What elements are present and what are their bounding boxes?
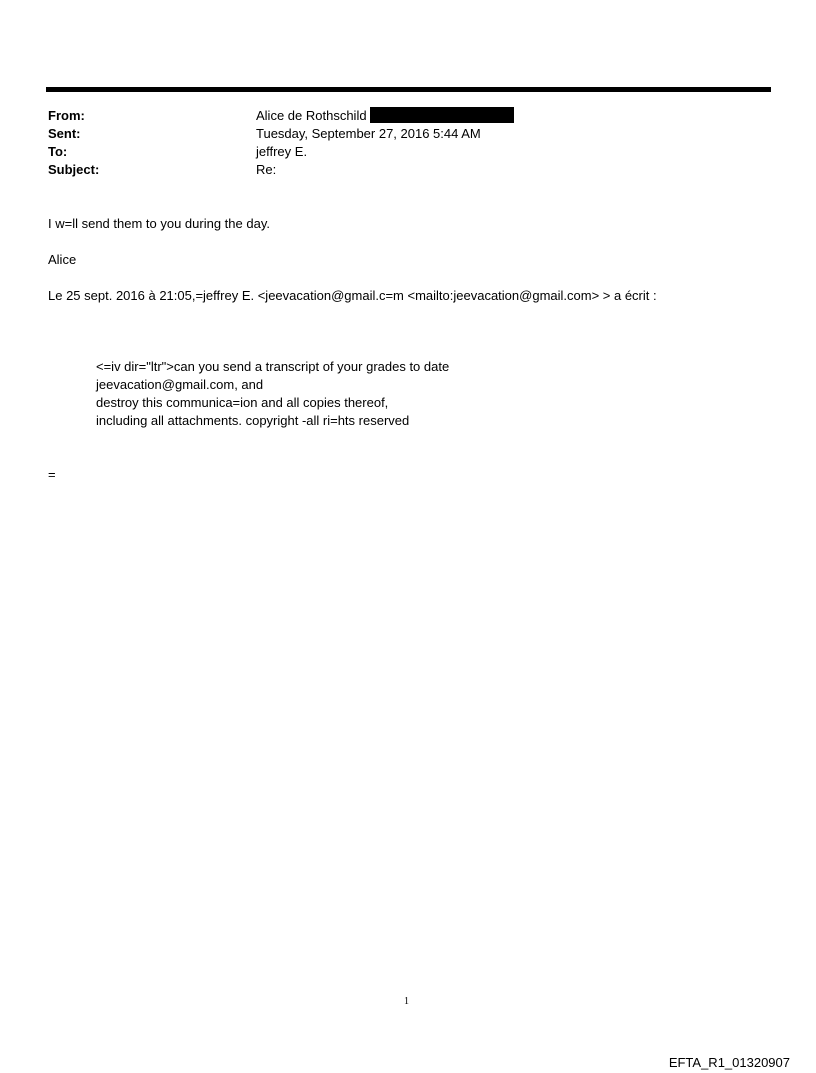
subject-value: Re: xyxy=(256,162,277,177)
from-value xyxy=(256,107,514,125)
sent-value: Tuesday, September 27, 2016 5:44 AM xyxy=(256,126,481,141)
email-header-to-row xyxy=(48,143,568,161)
sender-name: Alice de Rothschild xyxy=(256,108,367,123)
trailing-encoding-char: = xyxy=(48,467,56,482)
sent-label: Sent: xyxy=(48,126,81,141)
reply-attribution-line: Le 25 sept. 2016 à 21:05,=jeffrey E. <jeevacation@gmail.c=m <mailto:jeevacation@gmail.com> > a écrit : xyxy=(48,288,657,303)
email-header-subject-row xyxy=(48,161,568,179)
quoted-text-line: including all attachments. copyright -all ri=hts reserved xyxy=(96,413,410,428)
bates-number: EFTA_R1_01320907 xyxy=(668,1055,790,1070)
email-header-sent-row xyxy=(48,125,568,143)
page-number: 1 xyxy=(404,996,409,1007)
email-header-from-row xyxy=(48,107,568,125)
subject-label: Subject: xyxy=(48,162,100,177)
from-label: From: xyxy=(48,108,85,123)
to-label: To: xyxy=(48,144,68,159)
quoted-text-line: jeevacation@gmail.com, and xyxy=(96,377,264,392)
redaction-bar xyxy=(370,107,514,123)
quoted-text-line: destroy this communica=ion and all copies thereof, xyxy=(96,395,389,410)
message-body-line: I w=ll send them to you during the day. xyxy=(48,216,270,231)
quoted-text-line: <=iv dir="ltr">can you send a transcript of your grades to date xyxy=(96,359,450,374)
message-signature: Alice xyxy=(48,252,77,267)
header-divider-rule xyxy=(46,87,771,92)
to-value: jeffrey E. xyxy=(256,144,308,159)
